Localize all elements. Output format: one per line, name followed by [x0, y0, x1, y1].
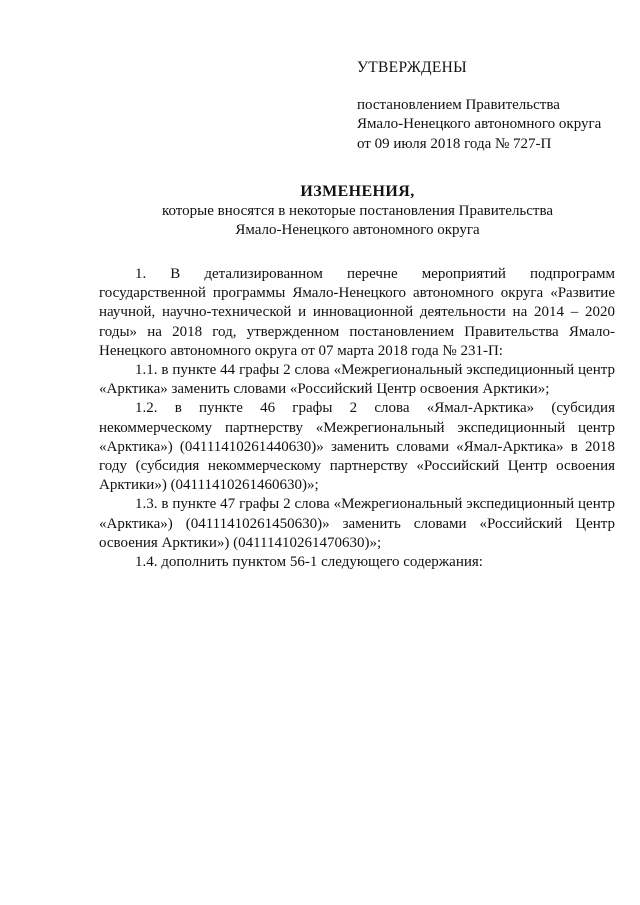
- document-subtitle-line: Ямало-Ненецкого автономного округа: [235, 221, 480, 238]
- approval-title: УТВЕРЖДЕНЫ: [357, 59, 467, 76]
- approval-line: Ямало-Ненецкого автономного округа: [357, 116, 602, 132]
- document-title: ИЗМЕНЕНИЯ,: [300, 183, 415, 200]
- paragraph-1-3: 1.3. в пункте 47 графы 2 слова «Межрегиональный экспедиционный центр «Арктика») (04111410261450630)» заменить словами «Российский Центр освоения Арктики») (04111410261470630)»;: [99, 496, 615, 551]
- approval-line: постановлением Правительства: [357, 96, 560, 113]
- document-body: [99, 265, 615, 572]
- paragraph-1-2: 1.2. в пункте 46 графы 2 слова «Ямал-Арктика» (субсидия некоммерческому партнерству «Межрегиональный экспедиционный центр «Арктика») (04111410261440630)» заменить словами «Ямал-Арктика» в 2018 году (субсидия некоммерческому партнерству «Российский Центр освоения Арктики») (04111410261460630)»;: [99, 400, 615, 494]
- approval-block: [357, 58, 627, 154]
- document-heading: [0, 181, 640, 239]
- approval-line: от 09 июля 2018 года № 727-П: [357, 135, 552, 152]
- paragraph-1: 1. В детализированном перечне мероприятий подпрограмм государственной программы Ямало-Ненецкого автономного округа «Развитие научной, научно-технической и инновационной деятельности на 2014 – 2020 годы» на 2018 год, утвержденном постановлением Правительства Ямало-Ненецкого автономного округа от 07 марта 2018 года № 231-П:: [99, 266, 615, 359]
- paragraph-1-1: 1.1. в пункте 44 графы 2 слова «Межрегиональный экспедиционный центр «Арктика» заменить словами «Российский Центр освоения Арктики»;: [99, 362, 615, 398]
- paragraph-1-4: 1.4. дополнить пунктом 56-1 следующего содержания:: [135, 554, 483, 571]
- document-subtitle-line: которые вносятся в некоторые постановления Правительства: [161, 203, 554, 219]
